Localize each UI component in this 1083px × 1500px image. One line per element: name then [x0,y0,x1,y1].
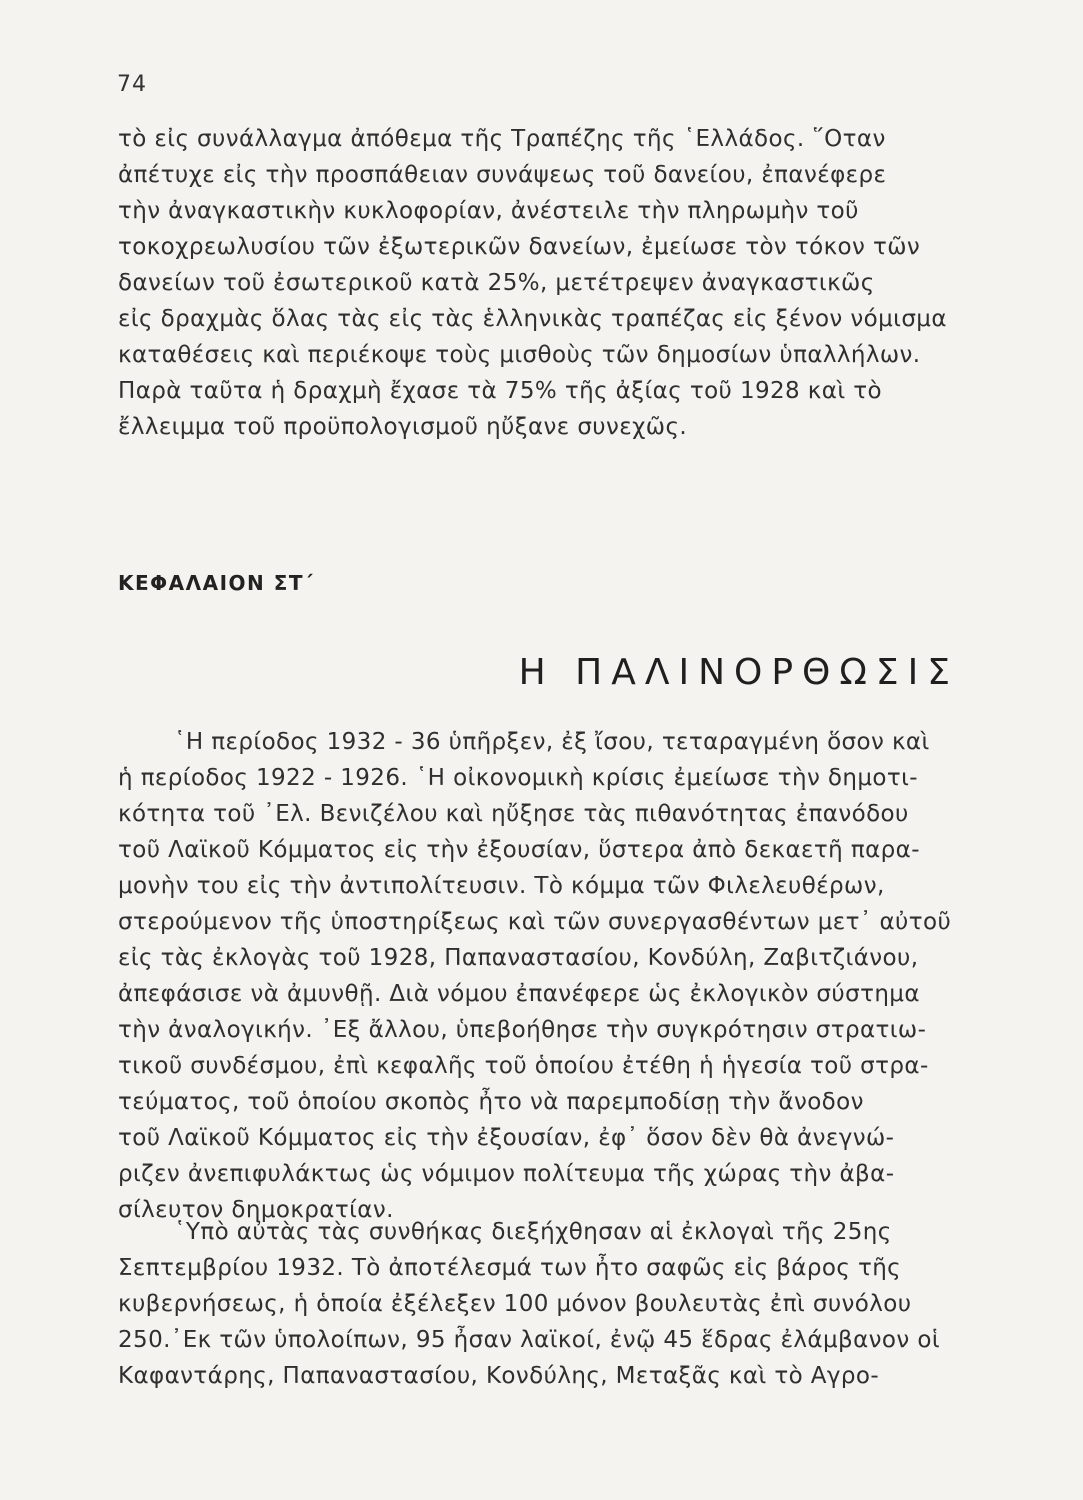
text-line: κυβερνήσεως, ἡ ὁποία ἐξέλεξεν 100 μόνον βουλευτὰς ἐπὶ συνόλου [118,1291,912,1317]
text-line: εἰς δραχμὰς ὅλας τὰς εἰς τὰς ἑλληνικὰς τραπέζας εἰς ξένον νόμισμα [118,306,947,332]
text-line: ἡ περίοδος 1922 - 1926. ῾Η οἰκονομικὴ κρίσις ἐμείωσε τὴν δημοτι- [118,765,918,791]
text-line: Σεπτεμβρίου 1932. Τὸ ἀποτέλεσμά των ἦτο σαφῶς εἰς βάρος τῆς [118,1255,902,1281]
page-number: 74 [117,72,147,97]
text-line: τοῦ Λαϊκοῦ Κόμματος εἰς τὴν ἐξουσίαν, ὕστερα ἀπὸ δεκαετῆ παρα- [118,837,920,863]
text-line: Καφαντάρης, Παπαναστασίου, Κονδύλης, Μεταξᾶς καὶ τὸ Αγρο- [118,1363,880,1389]
text-line: ἀπέτυχε εἰς τὴν προσπάθειαν συνάψεως τοῦ δανείου, ἐπανέφερε [118,162,887,188]
text-line: εἰς τὰς ἐκλογὰς τοῦ 1928, Παπαναστασίου, Κονδύλη, Ζαβιτζιάνου, [118,945,919,971]
text-line: τοῦ Λαϊκοῦ Κόμματος εἰς τὴν ἐξουσίαν, ἐφ᾿ ὅσον δὲν θὰ ἀνεγνώ- [118,1125,895,1151]
text-line: σίλευτον δημοκρατίαν. [118,1197,394,1223]
chapter-title: Η ΠΑΛΙΝΟΡΘΩΣΙΣ [518,652,959,693]
text-line: ἀπεφάσισε νὰ ἀμυνθῇ. Διὰ νόμου ἐπανέφερε ὡς ἐκλογικὸν σύστημα [118,981,920,1007]
text-line: κότητα τοῦ ᾿Ελ. Βενιζέλου καὶ ηὔξησε τὰς πιθανότητας ἐπανόδου [118,801,909,827]
text-line: τὸ εἰς συνάλλαγμα ἀπόθεμα τῆς Τραπέζης τῆς ῾Ελλάδος. ῞Οταν [118,126,886,152]
paragraph-two [118,724,963,1228]
text-line: τὴν ἀναλογικήν. ᾿Εξ ἄλλου, ὑπεβοήθησε τὴν συγκρότησιν στρατιω- [118,1017,927,1043]
text-line: δανείων τοῦ ἐσωτερικοῦ κατὰ 25%, μετέτρεψεν ἀναγκαστικῶς [118,270,875,296]
chapter-label: ΚΕΦΑΛΑΙΟΝ ΣΤ΄ [118,571,315,595]
intro-paragraph [118,121,963,445]
text-line: Παρὰ ταῦτα ἡ δραχμὴ ἔχασε τὰ 75% τῆς ἀξίας τοῦ 1928 καὶ τὸ [118,378,882,404]
text-line: ἔλλειμμα τοῦ προϋπολογισμοῦ ηὔξανε συνεχῶς. [118,414,688,440]
text-line: 250.᾿Εκ τῶν ὑπολοίπων, 95 ἦσαν λαϊκοί, ἐνῷ 45 ἕδρας ἐλάμβανον οἱ [118,1327,940,1353]
text-line: τεύματος, τοῦ ὁποίου σκοπὸς ἦτο νὰ παρεμποδίσῃ τὴν ἄνοδον [118,1089,864,1115]
text-line: καταθέσεις καὶ περιέκοψε τοὺς μισθοὺς τῶν δημοσίων ὑπαλλήλων. [118,342,921,368]
text-line: μονὴν του εἰς τὴν ἀντιπολίτευσιν. Τὸ κόμμα τῶν Φιλελευθέρων, [118,873,885,899]
text-line: ριζεν ἀνεπιφυλάκτως ὡς νόμιμον πολίτευμα τῆς χώρας τὴν ἀβα- [118,1161,895,1187]
text-line: ῾Υπὸ αὐτὰς τὰς συνθήκας διεξήχθησαν αἱ ἐκλογαὶ τῆς 25ης [174,1219,892,1245]
text-line: τὴν ἀναγκαστικὴν κυκλοφορίαν, ἀνέστειλε τὴν πληρωμὴν τοῦ [118,198,859,224]
paragraph-three [118,1214,963,1394]
text-line: στερούμενον τῆς ὑποστηρίξεως καὶ τῶν συνεργασθέντων μετ᾿ αὐτοῦ [118,909,952,935]
text-line: ῾Η περίοδος 1932 - 36 ὑπῆρξεν, ἐξ ἴσου, τεταραγμένη ὅσον καὶ [174,729,930,755]
text-line: τικοῦ συνδέσμου, ἐπὶ κεφαλῆς τοῦ ὁποίου ἐτέθη ἡ ἡγεσία τοῦ στρα- [118,1053,929,1079]
text-line: τοκοχρεωλυσίου τῶν ἐξωτερικῶν δανείων, ἐμείωσε τὸν τόκον τῶν [118,234,921,260]
